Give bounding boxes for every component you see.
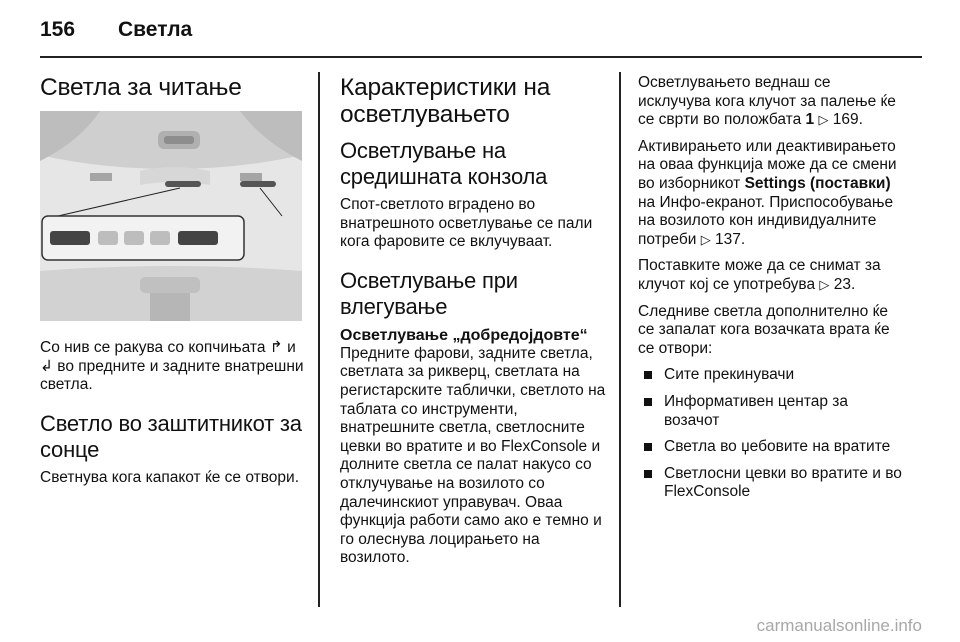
- page-reference-icon: ▷: [700, 231, 711, 247]
- page-number: 156: [40, 18, 76, 41]
- chapter-title: Светла: [118, 18, 193, 41]
- column-2: [340, 74, 612, 576]
- page-reference-link[interactable]: 23.: [833, 275, 856, 293]
- bullet-square-icon: [644, 398, 652, 406]
- column-divider-1: [318, 72, 320, 607]
- sunvisor-light-text: Светнува кога капакот ќе се отвори.: [40, 468, 299, 486]
- reading-light-left-icon: ↱: [269, 339, 283, 356]
- list-item: Сите прекинувачи: [638, 366, 906, 385]
- bullet-square-icon: [644, 470, 652, 478]
- welcome-lighting-text: Предните фарови, задните светла, светлата за рикверц, светлата на регистарските таблички, светлото на таблата со инструменти, внатрешните светла, светлосните цевки во вратите и во FlexConsole и долните светла се палат накусо со отклучување на возилото со далечинскиот управувач. Оваа функција работи само ако е темно и го олеснува лоцирањето на возилото.: [340, 344, 606, 567]
- column-1: [40, 74, 308, 495]
- section-title-lighting-features: Карактеристики на осветлувањето: [340, 74, 551, 128]
- page-header: [40, 18, 192, 42]
- bullet-square-icon: [644, 443, 652, 451]
- section-title-entry-lighting: Осветлување при влегување: [340, 267, 518, 319]
- list-item: Светлосни цевки во вратите и во FlexConsole: [638, 465, 906, 502]
- page-reference-link[interactable]: 169.: [832, 111, 863, 129]
- column-divider-2: [619, 72, 621, 607]
- interior-light-photo: [40, 111, 302, 321]
- ignition-off-text: Осветлувањето веднаш се исклучува кога клучот за палење ќе се сврти во положбата 1 ▷ 169.: [638, 74, 896, 129]
- door-open-text: Следниве светла дополнително ќе се запалат кога возачката врата ќе се отвори:: [638, 302, 890, 357]
- bullet-square-icon: [644, 371, 652, 379]
- list-item: Информативен центар за возачот: [638, 393, 906, 430]
- page-reference-link[interactable]: 137.: [715, 230, 746, 248]
- page-reference-icon: ▷: [819, 276, 830, 292]
- section-title-center-console: Осветлување на средишната конзола: [340, 138, 548, 189]
- settings-text: Активирањето или деактивирањето на оваа функција може да се смени во изборникот Settings (поставки) на Инфо-екранот. Приспособување на возилото кон индивидуалните потреби ▷ 137.: [638, 137, 897, 248]
- key-settings-text: Поставките може да се снимат за клучот кој се употребува ▷ 23.: [638, 257, 881, 293]
- reading-lights-text: Со нив се ракува со копчињата ↱ и ↲ во предните и задните внатрешни светла.: [40, 339, 304, 394]
- reading-light-right-icon: ↲: [40, 357, 53, 375]
- section-title-reading-lights: Светла за читање: [40, 74, 242, 101]
- door-lights-list: [638, 366, 906, 502]
- list-item: Светла во џебовите на вратите: [638, 438, 906, 457]
- column-3: [638, 74, 906, 510]
- subsection-welcome-lighting: Осветлување „добредојдовте“: [340, 326, 588, 344]
- header-rule: [40, 56, 922, 58]
- page-reference-icon: ▷: [818, 112, 829, 128]
- center-console-text: Спот-светлото вградено во внатрешното осветлување се пали кога фаровите се вклучуваат.: [340, 196, 593, 251]
- section-title-sunvisor-light: Светло во заштитникот за сонце: [40, 410, 302, 462]
- watermark: carmanualsonline.info: [756, 616, 922, 635]
